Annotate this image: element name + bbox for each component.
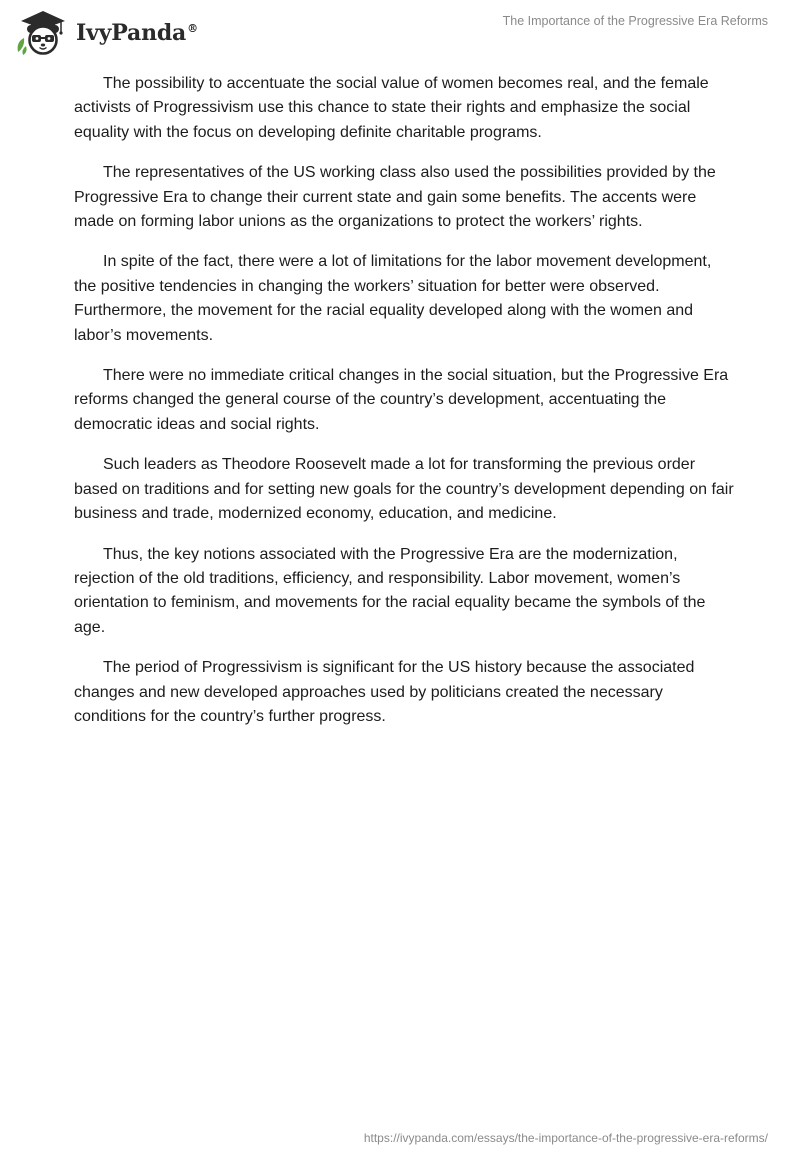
- paragraph: Thus, the key notions associated with the Progressive Era are the modernization, rejection of the old traditions, efficiency, and responsibility. Labor movement, women’s orientation to feminism, and movements for the racial equality became the symbols of the age.: [74, 545, 706, 636]
- paragraph: Such leaders as Theodore Roosevelt made a lot for transforming the previous order based on traditions and for setting new goals for the country’s development depending on fair business and trade, modernized economy, education, and medicine.: [74, 456, 734, 523]
- page-header: [0, 0, 800, 60]
- paragraph: In spite of the fact, there were a lot of limitations for the labor movement development, the positive tendencies in changing the workers’ situation for better were observed. Furthermore, the movement for the racial equality developed along with the women and labor’s movements.: [74, 253, 712, 344]
- paragraph: The representatives of the US working class also used the possibilities provided by the Progressive Era to change their current state and gain some benefits. The accents were made on forming labor unions as the organizations to protect the workers’ rights.: [74, 164, 716, 231]
- source-url-link[interactable]: https://ivypanda.com/essays/the-importance-of-the-progressive-era-reforms/: [363, 1131, 768, 1145]
- brand-name: [76, 20, 198, 46]
- brand-registered-mark: ®: [187, 21, 198, 35]
- paragraph: The period of Progressivism is significant for the US history because the associated changes and new developed approaches used by politicians created the necessary conditions for the country’s further progress.: [74, 659, 695, 725]
- brand-logo[interactable]: [14, 8, 198, 56]
- essay-body: [74, 72, 734, 745]
- panda-logo-icon: [14, 8, 72, 56]
- document-title: The Importance of the Progressive Era Reforms: [502, 14, 768, 28]
- brand-name-text: IvyPanda: [76, 20, 187, 46]
- paragraph: There were no immediate critical changes in the social situation, but the Progressive Era reforms changed the general course of the country’s development, accentuating the democratic ideas and social rights.: [74, 367, 729, 433]
- paragraph: The possibility to accentuate the social value of women becomes real, and the female activists of Progressivism use this chance to state their rights and emphasize the social equality with the focus on developing definite charitable programs.: [74, 75, 709, 141]
